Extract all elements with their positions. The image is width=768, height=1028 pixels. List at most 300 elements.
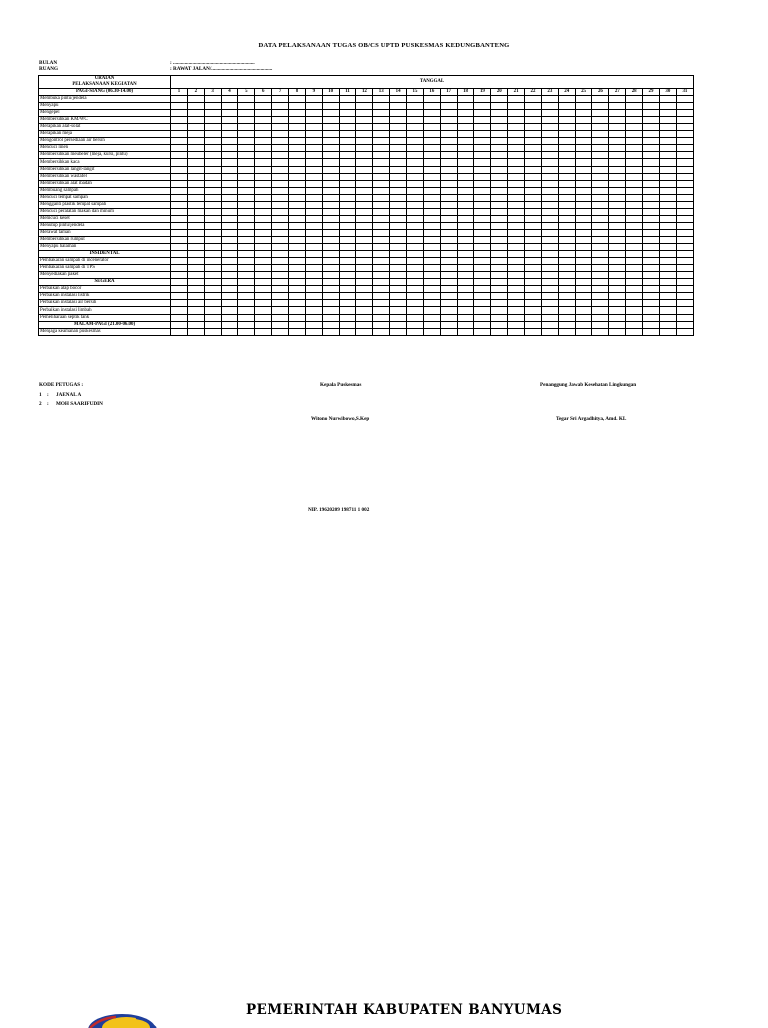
grid-cell[interactable] <box>440 152 457 159</box>
grid-cell[interactable] <box>508 180 525 187</box>
grid-cell[interactable] <box>373 187 390 194</box>
grid-cell[interactable] <box>289 307 306 314</box>
grid-cell[interactable] <box>289 244 306 251</box>
grid-cell[interactable] <box>339 215 356 222</box>
grid-cell[interactable] <box>339 180 356 187</box>
grid-cell[interactable] <box>592 201 609 208</box>
grid-cell[interactable] <box>255 265 272 272</box>
grid-cell[interactable] <box>356 300 373 307</box>
grid-cell[interactable] <box>339 187 356 194</box>
grid-cell[interactable] <box>187 145 204 152</box>
grid-cell[interactable] <box>356 258 373 265</box>
grid-cell[interactable] <box>423 208 440 215</box>
grid-cell[interactable] <box>373 152 390 159</box>
grid-cell[interactable] <box>676 173 693 180</box>
grid-cell[interactable] <box>609 180 626 187</box>
grid-cell[interactable] <box>356 96 373 103</box>
grid-cell[interactable] <box>643 300 660 307</box>
grid-cell[interactable] <box>356 265 373 272</box>
grid-cell[interactable] <box>592 272 609 279</box>
grid-cell[interactable] <box>322 117 339 124</box>
grid-cell[interactable] <box>373 96 390 103</box>
grid-cell[interactable] <box>541 124 558 131</box>
grid-cell[interactable] <box>676 159 693 166</box>
grid-cell[interactable] <box>407 286 424 293</box>
grid-cell[interactable] <box>407 173 424 180</box>
grid-cell[interactable] <box>643 307 660 314</box>
grid-cell[interactable] <box>491 194 508 201</box>
grid-cell[interactable] <box>491 293 508 300</box>
grid-cell[interactable] <box>322 145 339 152</box>
grid-cell[interactable] <box>339 110 356 117</box>
grid-cell[interactable] <box>676 272 693 279</box>
grid-cell[interactable] <box>575 145 592 152</box>
grid-cell[interactable] <box>305 180 322 187</box>
grid-cell[interactable] <box>457 300 474 307</box>
grid-cell[interactable] <box>457 152 474 159</box>
grid-cell[interactable] <box>289 208 306 215</box>
grid-cell[interactable] <box>558 194 575 201</box>
grid-cell[interactable] <box>525 272 542 279</box>
grid-cell[interactable] <box>322 314 339 321</box>
grid-cell[interactable] <box>221 258 238 265</box>
grid-cell[interactable] <box>356 314 373 321</box>
grid-cell[interactable] <box>474 300 491 307</box>
grid-cell[interactable] <box>272 173 289 180</box>
grid-cell[interactable] <box>390 258 407 265</box>
grid-cell[interactable] <box>221 307 238 314</box>
grid-cell[interactable] <box>187 328 204 335</box>
grid-cell[interactable] <box>575 244 592 251</box>
grid-cell[interactable] <box>626 103 643 110</box>
grid-cell[interactable] <box>238 180 255 187</box>
grid-cell[interactable] <box>171 152 188 159</box>
grid-cell[interactable] <box>525 293 542 300</box>
grid-cell[interactable] <box>626 229 643 236</box>
grid-cell[interactable] <box>457 138 474 145</box>
grid-cell[interactable] <box>187 244 204 251</box>
grid-cell[interactable] <box>457 166 474 173</box>
grid-cell[interactable] <box>221 131 238 138</box>
grid-cell[interactable] <box>356 159 373 166</box>
grid-cell[interactable] <box>255 307 272 314</box>
grid-cell[interactable] <box>592 307 609 314</box>
grid-cell[interactable] <box>187 194 204 201</box>
grid-cell[interactable] <box>626 131 643 138</box>
grid-cell[interactable] <box>407 180 424 187</box>
grid-cell[interactable] <box>575 272 592 279</box>
grid-cell[interactable] <box>609 103 626 110</box>
grid-cell[interactable] <box>508 124 525 131</box>
grid-cell[interactable] <box>474 166 491 173</box>
grid-cell[interactable] <box>609 300 626 307</box>
grid-cell[interactable] <box>474 124 491 131</box>
grid-cell[interactable] <box>626 244 643 251</box>
grid-cell[interactable] <box>305 314 322 321</box>
grid-cell[interactable] <box>508 314 525 321</box>
grid-cell[interactable] <box>474 244 491 251</box>
grid-cell[interactable] <box>339 286 356 293</box>
grid-cell[interactable] <box>339 96 356 103</box>
grid-cell[interactable] <box>440 328 457 335</box>
grid-cell[interactable] <box>491 152 508 159</box>
grid-cell[interactable] <box>643 265 660 272</box>
grid-cell[interactable] <box>407 117 424 124</box>
grid-cell[interactable] <box>491 244 508 251</box>
grid-cell[interactable] <box>407 110 424 117</box>
grid-cell[interactable] <box>305 96 322 103</box>
grid-cell[interactable] <box>676 328 693 335</box>
grid-cell[interactable] <box>255 96 272 103</box>
grid-cell[interactable] <box>423 265 440 272</box>
grid-cell[interactable] <box>643 293 660 300</box>
grid-cell[interactable] <box>272 215 289 222</box>
grid-cell[interactable] <box>356 215 373 222</box>
grid-cell[interactable] <box>407 152 424 159</box>
grid-cell[interactable] <box>322 103 339 110</box>
grid-cell[interactable] <box>659 138 676 145</box>
grid-cell[interactable] <box>575 293 592 300</box>
grid-cell[interactable] <box>541 272 558 279</box>
grid-cell[interactable] <box>390 124 407 131</box>
grid-cell[interactable] <box>221 272 238 279</box>
grid-cell[interactable] <box>508 110 525 117</box>
grid-cell[interactable] <box>643 173 660 180</box>
grid-cell[interactable] <box>305 124 322 131</box>
grid-cell[interactable] <box>609 272 626 279</box>
grid-cell[interactable] <box>339 131 356 138</box>
grid-cell[interactable] <box>423 236 440 243</box>
grid-cell[interactable] <box>440 117 457 124</box>
grid-cell[interactable] <box>289 152 306 159</box>
grid-cell[interactable] <box>238 131 255 138</box>
grid-cell[interactable] <box>390 293 407 300</box>
grid-cell[interactable] <box>457 117 474 124</box>
grid-cell[interactable] <box>525 236 542 243</box>
grid-cell[interactable] <box>609 166 626 173</box>
grid-cell[interactable] <box>592 208 609 215</box>
grid-cell[interactable] <box>659 166 676 173</box>
grid-cell[interactable] <box>373 194 390 201</box>
grid-cell[interactable] <box>676 145 693 152</box>
grid-cell[interactable] <box>322 286 339 293</box>
grid-cell[interactable] <box>491 258 508 265</box>
grid-cell[interactable] <box>525 166 542 173</box>
grid-cell[interactable] <box>204 124 221 131</box>
grid-cell[interactable] <box>238 328 255 335</box>
grid-cell[interactable] <box>204 187 221 194</box>
grid-cell[interactable] <box>491 117 508 124</box>
grid-cell[interactable] <box>289 138 306 145</box>
grid-cell[interactable] <box>558 286 575 293</box>
grid-cell[interactable] <box>508 166 525 173</box>
grid-cell[interactable] <box>305 194 322 201</box>
grid-cell[interactable] <box>676 201 693 208</box>
grid-cell[interactable] <box>322 215 339 222</box>
grid-cell[interactable] <box>204 96 221 103</box>
grid-cell[interactable] <box>525 145 542 152</box>
grid-cell[interactable] <box>643 166 660 173</box>
grid-cell[interactable] <box>592 328 609 335</box>
grid-cell[interactable] <box>373 117 390 124</box>
grid-cell[interactable] <box>390 222 407 229</box>
grid-cell[interactable] <box>676 117 693 124</box>
grid-cell[interactable] <box>390 265 407 272</box>
grid-cell[interactable] <box>171 229 188 236</box>
grid-cell[interactable] <box>525 286 542 293</box>
grid-cell[interactable] <box>221 328 238 335</box>
grid-cell[interactable] <box>305 307 322 314</box>
grid-cell[interactable] <box>676 236 693 243</box>
grid-cell[interactable] <box>221 229 238 236</box>
grid-cell[interactable] <box>575 187 592 194</box>
grid-cell[interactable] <box>289 293 306 300</box>
grid-cell[interactable] <box>491 208 508 215</box>
grid-cell[interactable] <box>676 300 693 307</box>
grid-cell[interactable] <box>373 166 390 173</box>
grid-cell[interactable] <box>289 328 306 335</box>
grid-cell[interactable] <box>305 117 322 124</box>
grid-cell[interactable] <box>626 236 643 243</box>
grid-cell[interactable] <box>322 138 339 145</box>
grid-cell[interactable] <box>423 96 440 103</box>
grid-cell[interactable] <box>491 236 508 243</box>
grid-cell[interactable] <box>373 229 390 236</box>
grid-cell[interactable] <box>609 215 626 222</box>
grid-cell[interactable] <box>440 222 457 229</box>
grid-cell[interactable] <box>423 201 440 208</box>
grid-cell[interactable] <box>187 138 204 145</box>
grid-cell[interactable] <box>508 117 525 124</box>
grid-cell[interactable] <box>609 328 626 335</box>
grid-cell[interactable] <box>474 201 491 208</box>
grid-cell[interactable] <box>289 145 306 152</box>
grid-cell[interactable] <box>457 110 474 117</box>
grid-cell[interactable] <box>305 272 322 279</box>
grid-cell[interactable] <box>390 131 407 138</box>
grid-cell[interactable] <box>541 258 558 265</box>
grid-cell[interactable] <box>525 159 542 166</box>
grid-cell[interactable] <box>643 236 660 243</box>
grid-cell[interactable] <box>171 314 188 321</box>
grid-cell[interactable] <box>305 208 322 215</box>
grid-cell[interactable] <box>423 152 440 159</box>
grid-cell[interactable] <box>457 180 474 187</box>
grid-cell[interactable] <box>457 201 474 208</box>
grid-cell[interactable] <box>339 222 356 229</box>
grid-cell[interactable] <box>289 166 306 173</box>
grid-cell[interactable] <box>305 201 322 208</box>
grid-cell[interactable] <box>305 173 322 180</box>
grid-cell[interactable] <box>187 222 204 229</box>
grid-cell[interactable] <box>508 208 525 215</box>
grid-cell[interactable] <box>525 180 542 187</box>
grid-cell[interactable] <box>373 173 390 180</box>
grid-cell[interactable] <box>407 236 424 243</box>
grid-cell[interactable] <box>643 103 660 110</box>
grid-cell[interactable] <box>626 110 643 117</box>
grid-cell[interactable] <box>204 166 221 173</box>
grid-cell[interactable] <box>525 328 542 335</box>
grid-cell[interactable] <box>457 103 474 110</box>
grid-cell[interactable] <box>643 229 660 236</box>
grid-cell[interactable] <box>575 307 592 314</box>
grid-cell[interactable] <box>322 328 339 335</box>
grid-cell[interactable] <box>187 131 204 138</box>
grid-cell[interactable] <box>609 173 626 180</box>
grid-cell[interactable] <box>491 286 508 293</box>
grid-cell[interactable] <box>541 236 558 243</box>
grid-cell[interactable] <box>541 244 558 251</box>
grid-cell[interactable] <box>558 258 575 265</box>
grid-cell[interactable] <box>626 138 643 145</box>
grid-cell[interactable] <box>508 300 525 307</box>
grid-cell[interactable] <box>221 208 238 215</box>
grid-cell[interactable] <box>204 117 221 124</box>
grid-cell[interactable] <box>609 110 626 117</box>
grid-cell[interactable] <box>592 152 609 159</box>
grid-cell[interactable] <box>407 194 424 201</box>
grid-cell[interactable] <box>676 258 693 265</box>
grid-cell[interactable] <box>255 286 272 293</box>
grid-cell[interactable] <box>491 131 508 138</box>
grid-cell[interactable] <box>525 110 542 117</box>
grid-cell[interactable] <box>575 258 592 265</box>
grid-cell[interactable] <box>171 173 188 180</box>
grid-cell[interactable] <box>171 187 188 194</box>
grid-cell[interactable] <box>390 145 407 152</box>
grid-cell[interactable] <box>339 138 356 145</box>
grid-cell[interactable] <box>407 208 424 215</box>
grid-cell[interactable] <box>609 286 626 293</box>
grid-cell[interactable] <box>255 215 272 222</box>
grid-cell[interactable] <box>305 265 322 272</box>
grid-cell[interactable] <box>238 124 255 131</box>
grid-cell[interactable] <box>305 159 322 166</box>
grid-cell[interactable] <box>474 265 491 272</box>
grid-cell[interactable] <box>643 131 660 138</box>
grid-cell[interactable] <box>659 103 676 110</box>
grid-cell[interactable] <box>221 314 238 321</box>
grid-cell[interactable] <box>525 124 542 131</box>
grid-cell[interactable] <box>204 314 221 321</box>
grid-cell[interactable] <box>440 314 457 321</box>
grid-cell[interactable] <box>508 272 525 279</box>
grid-cell[interactable] <box>373 300 390 307</box>
grid-cell[interactable] <box>305 293 322 300</box>
grid-cell[interactable] <box>609 201 626 208</box>
grid-cell[interactable] <box>238 265 255 272</box>
grid-cell[interactable] <box>508 328 525 335</box>
grid-cell[interactable] <box>356 117 373 124</box>
grid-cell[interactable] <box>474 145 491 152</box>
grid-cell[interactable] <box>491 103 508 110</box>
grid-cell[interactable] <box>171 180 188 187</box>
grid-cell[interactable] <box>558 328 575 335</box>
grid-cell[interactable] <box>491 222 508 229</box>
grid-cell[interactable] <box>171 159 188 166</box>
grid-cell[interactable] <box>204 110 221 117</box>
grid-cell[interactable] <box>238 166 255 173</box>
grid-cell[interactable] <box>238 117 255 124</box>
grid-cell[interactable] <box>289 215 306 222</box>
grid-cell[interactable] <box>592 314 609 321</box>
grid-cell[interactable] <box>407 222 424 229</box>
grid-cell[interactable] <box>659 187 676 194</box>
grid-cell[interactable] <box>558 244 575 251</box>
grid-cell[interactable] <box>356 201 373 208</box>
grid-cell[interactable] <box>626 328 643 335</box>
grid-cell[interactable] <box>440 244 457 251</box>
grid-cell[interactable] <box>255 145 272 152</box>
grid-cell[interactable] <box>272 131 289 138</box>
grid-cell[interactable] <box>525 229 542 236</box>
grid-cell[interactable] <box>541 314 558 321</box>
grid-cell[interactable] <box>423 180 440 187</box>
grid-cell[interactable] <box>474 328 491 335</box>
grid-cell[interactable] <box>356 166 373 173</box>
grid-cell[interactable] <box>541 166 558 173</box>
grid-cell[interactable] <box>407 229 424 236</box>
grid-cell[interactable] <box>373 131 390 138</box>
grid-cell[interactable] <box>171 117 188 124</box>
grid-cell[interactable] <box>289 265 306 272</box>
grid-cell[interactable] <box>390 152 407 159</box>
grid-cell[interactable] <box>457 96 474 103</box>
grid-cell[interactable] <box>676 215 693 222</box>
grid-cell[interactable] <box>204 138 221 145</box>
grid-cell[interactable] <box>423 314 440 321</box>
grid-cell[interactable] <box>171 300 188 307</box>
grid-cell[interactable] <box>609 265 626 272</box>
grid-cell[interactable] <box>339 117 356 124</box>
grid-cell[interactable] <box>356 236 373 243</box>
grid-cell[interactable] <box>423 103 440 110</box>
grid-cell[interactable] <box>541 222 558 229</box>
grid-cell[interactable] <box>508 201 525 208</box>
grid-cell[interactable] <box>457 194 474 201</box>
grid-cell[interactable] <box>592 166 609 173</box>
grid-cell[interactable] <box>171 131 188 138</box>
grid-cell[interactable] <box>558 96 575 103</box>
grid-cell[interactable] <box>390 314 407 321</box>
grid-cell[interactable] <box>238 229 255 236</box>
grid-cell[interactable] <box>187 307 204 314</box>
grid-cell[interactable] <box>407 293 424 300</box>
grid-cell[interactable] <box>474 208 491 215</box>
grid-cell[interactable] <box>272 208 289 215</box>
grid-cell[interactable] <box>221 236 238 243</box>
grid-cell[interactable] <box>407 272 424 279</box>
grid-cell[interactable] <box>474 229 491 236</box>
grid-cell[interactable] <box>592 215 609 222</box>
grid-cell[interactable] <box>407 159 424 166</box>
grid-cell[interactable] <box>272 103 289 110</box>
grid-cell[interactable] <box>457 236 474 243</box>
grid-cell[interactable] <box>558 145 575 152</box>
grid-cell[interactable] <box>407 314 424 321</box>
grid-cell[interactable] <box>525 222 542 229</box>
grid-cell[interactable] <box>676 293 693 300</box>
grid-cell[interactable] <box>474 103 491 110</box>
grid-cell[interactable] <box>322 96 339 103</box>
grid-cell[interactable] <box>356 110 373 117</box>
grid-cell[interactable] <box>558 187 575 194</box>
grid-cell[interactable] <box>272 96 289 103</box>
grid-cell[interactable] <box>187 215 204 222</box>
grid-cell[interactable] <box>272 272 289 279</box>
grid-cell[interactable] <box>508 173 525 180</box>
